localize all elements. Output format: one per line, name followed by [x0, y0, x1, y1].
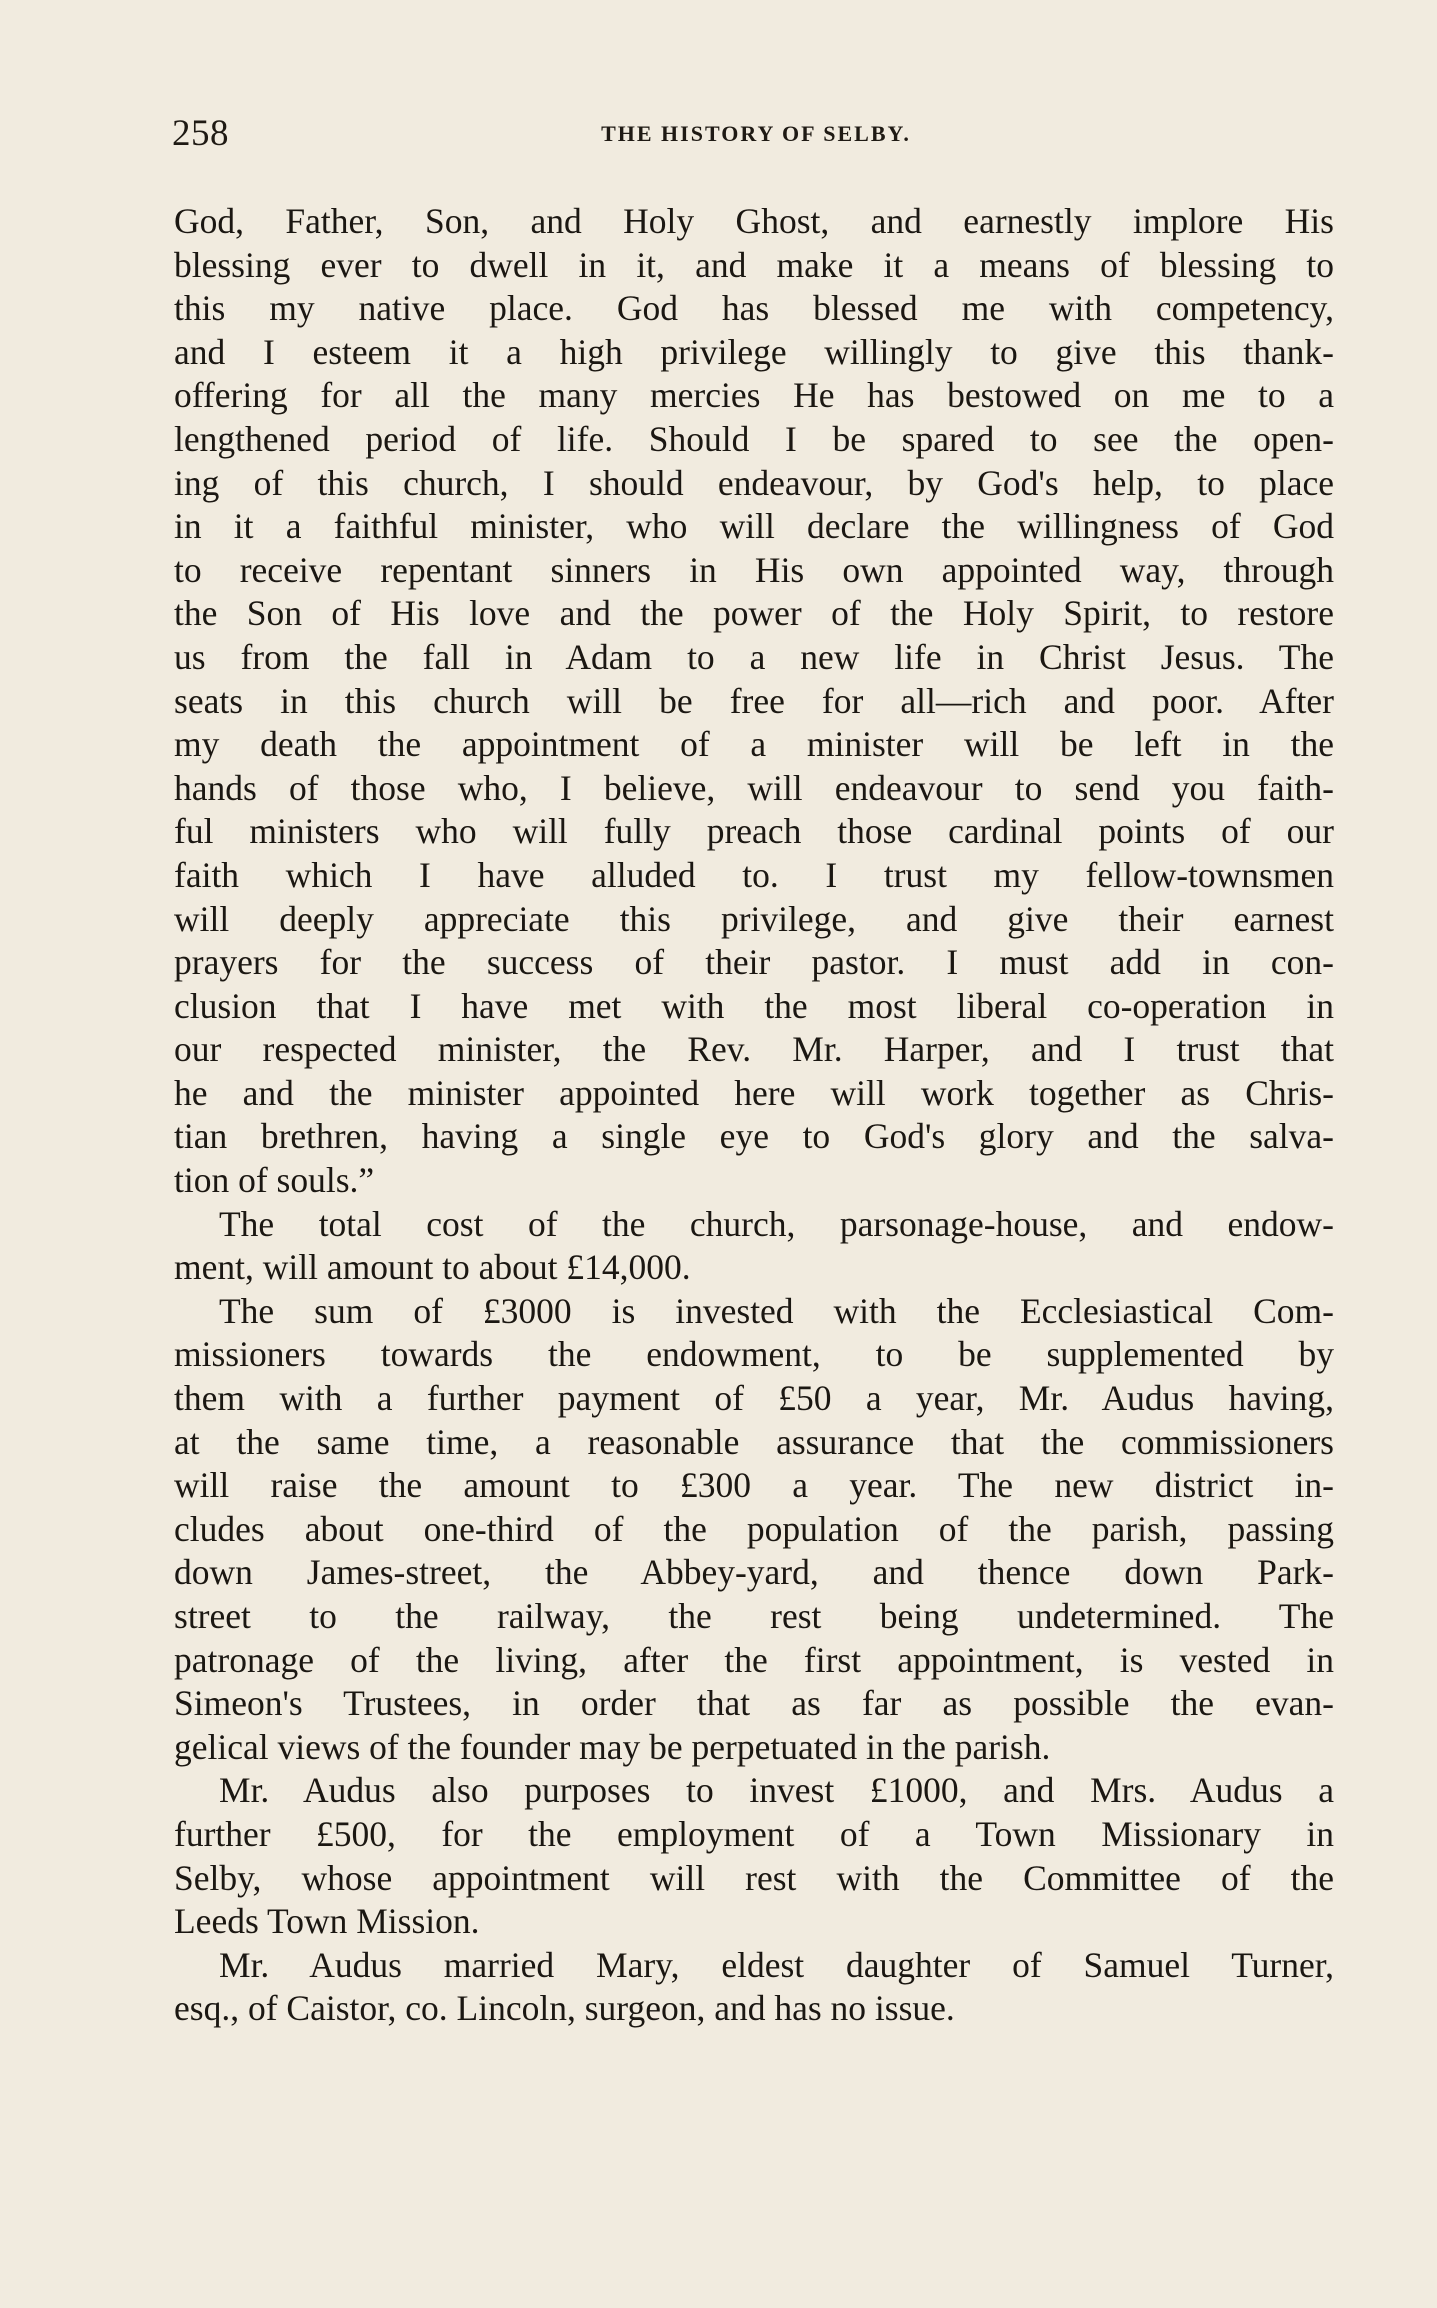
paragraph-start-line: Mr. Audus also purposes to invest £1000, and Mrs. Audus a: [219, 1770, 1334, 1811]
text-line: he and the minister appointed here will work together as Chris-: [174, 1072, 1334, 1113]
text-line: hands of those who, I believe, will endeavour to send you faith-: [174, 767, 1334, 808]
text-line: God, Father, Son, and Holy Ghost, and earnestly implore His: [174, 201, 1334, 241]
text-line: down James-street, the Abbey-yard, and thence down Park-: [174, 1552, 1334, 1593]
text-line: prayers for the success of their pastor. I must add in con-: [174, 942, 1334, 983]
text-line: faith which I have alluded to. I trust my fellow-townsmen: [174, 854, 1334, 895]
page-header: [172, 112, 1340, 162]
running-title: THE HISTORY OF SELBY.: [601, 121, 911, 146]
text-line: missioners towards the endowment, to be supplemented by: [174, 1334, 1334, 1375]
text-line: further £500, for the employment of a Town Missionary in: [174, 1813, 1334, 1854]
paragraph-start-line: Mr. Audus married Mary, eldest daughter of Samuel Turner,: [219, 1944, 1334, 1985]
text-line: lengthened period of life. Should I be spared to see the open-: [174, 418, 1334, 459]
text-line: in it a faithful minister, who will declare the willingness of God: [174, 506, 1334, 547]
paragraph-start-line: The sum of £3000 is invested with the Ecclesiastical Com-: [219, 1290, 1334, 1331]
page-number: 258: [172, 113, 229, 154]
text-line: gelical views of the founder may be perpetuated in the parish.: [174, 1726, 1051, 1767]
text-line: this my native place. God has blessed me with competency,: [174, 288, 1334, 329]
text-line: ing of this church, I should endeavour, by God's help, to place: [174, 462, 1334, 503]
text-line: tion of souls.”: [174, 1160, 375, 1201]
text-line: patronage of the living, after the first appointment, is vested in: [174, 1639, 1334, 1680]
text-line: ful ministers who will fully preach those cardinal points of our: [174, 811, 1334, 852]
text-line: ment, will amount to about £14,000.: [174, 1247, 691, 1288]
text-line: us from the fall in Adam to a new life in Christ Jesus. The: [174, 636, 1334, 677]
text-line: esq., of Caistor, co. Lincoln, surgeon, and has no issue.: [174, 1988, 955, 2029]
body-text: [174, 200, 1334, 2031]
text-line: Simeon's Trustees, in order that as far as possible the evan-: [174, 1683, 1334, 1724]
text-line: and I esteem it a high privilege willingly to give this thank-: [174, 331, 1334, 372]
text-line: clusion that I have met with the most liberal co-operation in: [174, 985, 1334, 1026]
text-line: to receive repentant sinners in His own appointed way, through: [174, 549, 1334, 590]
text-line: at the same time, a reasonable assurance that the commissioners: [174, 1421, 1334, 1462]
text-line: offering for all the many mercies He has bestowed on me to a: [174, 375, 1334, 416]
text-line: Selby, whose appointment will rest with the Committee of the: [174, 1857, 1334, 1898]
text-line: seats in this church will be free for all—rich and poor. After: [174, 680, 1334, 721]
text-line: tian brethren, having a single eye to God's glory and the salva-: [174, 1116, 1334, 1157]
text-line: the Son of His love and the power of the Holy Spirit, to restore: [174, 593, 1334, 634]
text-line: cludes about one-third of the population of the parish, passing: [174, 1508, 1334, 1549]
text-line: blessing ever to dwell in it, and make it a means of blessing to: [174, 244, 1334, 285]
text-line: will deeply appreciate this privilege, and give their earnest: [174, 898, 1334, 939]
text-line: Leeds Town Mission.: [174, 1901, 480, 1942]
paragraph-start-line: The total cost of the church, parsonage-house, and endow-: [219, 1203, 1334, 1244]
text-line: street to the railway, the rest being undetermined. The: [174, 1596, 1334, 1636]
text-line: our respected minister, the Rev. Mr. Harper, and I trust that: [174, 1029, 1334, 1070]
text-line: will raise the amount to £300 a year. The new district in-: [174, 1465, 1334, 1506]
text-line: them with a further payment of £50 a year, Mr. Audus having,: [174, 1378, 1334, 1419]
text-line: my death the appointment of a minister will be left in the: [174, 724, 1334, 765]
